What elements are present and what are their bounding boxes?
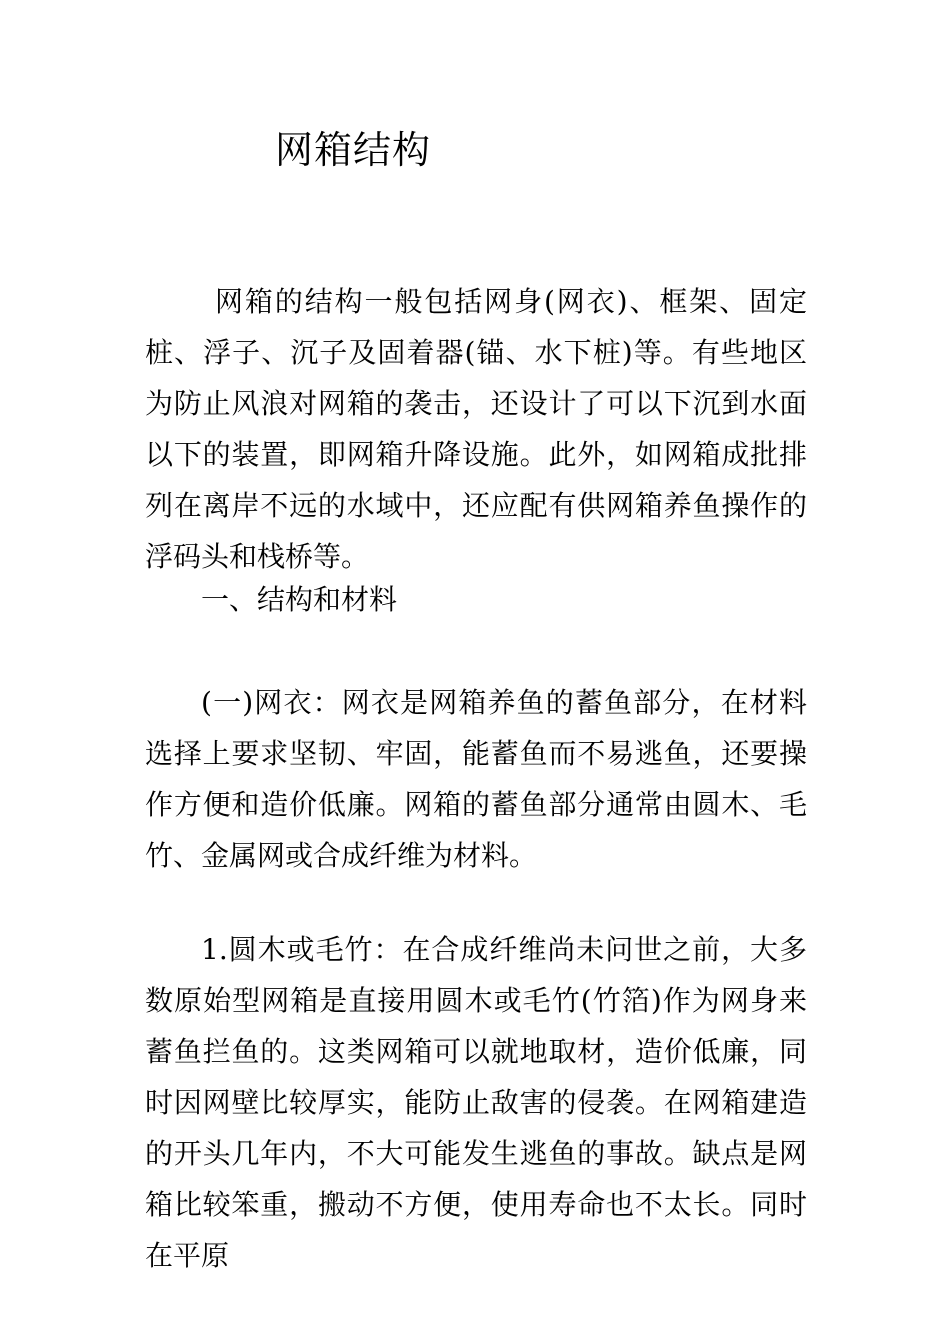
document-title: 网箱结构 <box>275 128 432 172</box>
paragraph-net-clothing: (一)网衣：网衣是网箱养鱼的蓄鱼部分，在材料选择上要求坚韧、牢固，能蓄鱼而不易逃鱼，还要操作方便和造价低廉。网箱的蓄鱼部分通常由圆木、毛竹、金属网或合成纤维为材料。 <box>145 686 807 872</box>
paragraph-intro: 网箱的结构一般包括网身(网衣)、框架、固定桩、浮子、沉子及固着器(锚、水下桩)等。有些地区为防止风浪对网箱的袭击，还设计了可以下沉到水面以下的装置，即网箱升降设施。此外，如网箱成批排列在离岸不远的水域中，还应配有供网箱养鱼操作的浮码头和栈桥等。 <box>145 285 807 573</box>
paragraph-wood-bamboo: 1.圆木或毛竹：在合成纤维尚未问世之前，大多数原始型网箱是直接用圆木或毛竹(竹箔)作为网身来蓄鱼拦鱼的。这类网箱可以就地取材，造价低廉，同时因网壁比较厚实，能防止敌害的侵袭。在网箱建造的开头几年内，不大可能发生逃鱼的事故。缺点是网箱比较笨重，搬动不方便，使用寿命也不太长。同时在平原 <box>145 933 807 1272</box>
section-heading: 一、结构和材料 <box>201 583 398 616</box>
